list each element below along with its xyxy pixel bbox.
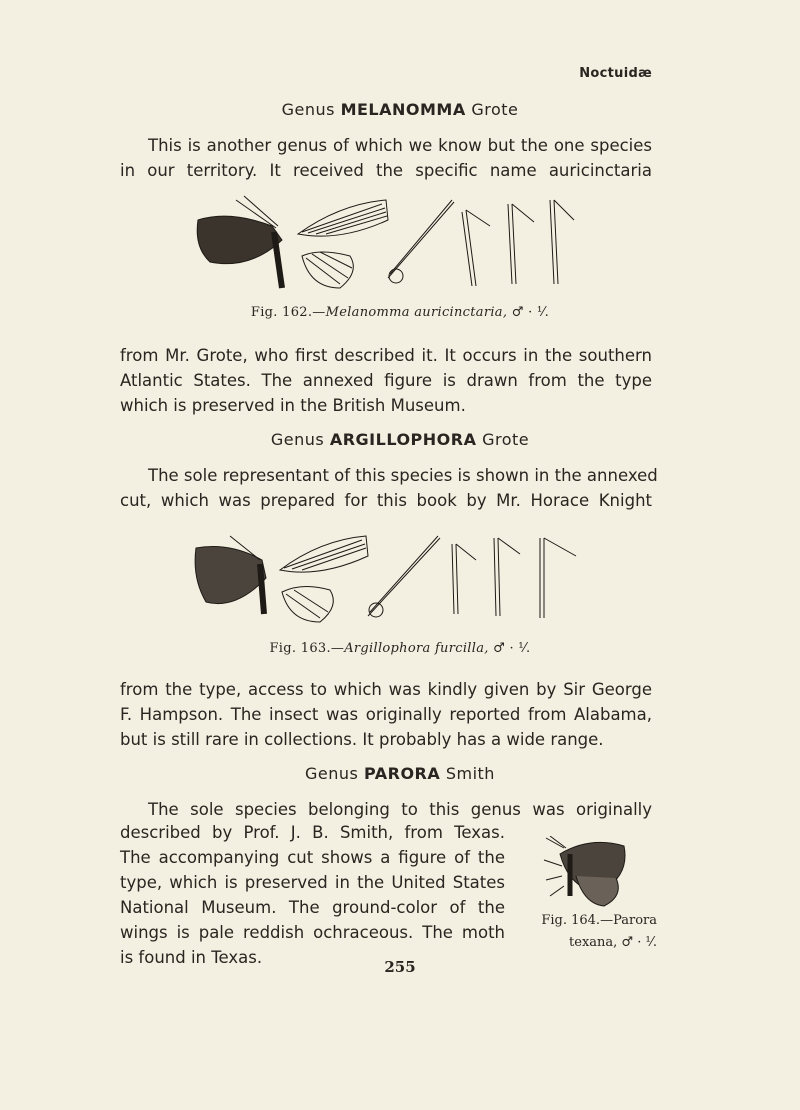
genus-heading-parora: Genus PARORA Smith xyxy=(305,764,495,783)
running-head: Noctuidæ xyxy=(579,66,652,81)
paragraph-parora-first-line: The sole species belonging to this genus was originally xyxy=(148,800,652,819)
paragraph-parora-description: described by Prof. J. B. Smith, from Texas. The accompanying cut shows a figure of the type, which is preserved in the United States National Museum. The ground-color of the wings is pale reddish ochraceous. The moth is found in Texas. xyxy=(120,823,505,967)
figure-162-caption: Fig. 162.—Melanomma auricinctaria, ♂ · ⅟. xyxy=(250,305,550,320)
figure-164-moth-illustration xyxy=(540,836,632,908)
paragraph-melanomma-description: from Mr. Grote, who first described it. It occurs in the southern Atlantic States. The annexed figure is drawn from the type which is preserved in the British Museum. xyxy=(120,346,652,415)
genus-heading-melanomma: Genus MELANOMMA Grote xyxy=(281,100,519,119)
figure-164-caption: Fig. 164.—Parora texana, ♂ · ⅟. xyxy=(541,913,657,950)
figure-163-moth-illustration xyxy=(190,530,590,630)
paragraph-argillophora-intro: The sole representant of this species is shown in the annexed cut, which was prepared for this book by Mr. Horace Knight xyxy=(120,466,658,510)
figure-162-moth-illustration xyxy=(190,192,590,294)
paragraph-argillophora-description: from the type, access to which was kindly given by Sir George F. Hampson. The insect was originally reported from Alabama, but is still rare in collections. It probably has a wide range. xyxy=(120,680,652,749)
page-number: 255 xyxy=(384,958,416,976)
figure-163-caption: Fig. 163.—Argillophora furcilla, ♂ · ⅟. xyxy=(269,641,531,656)
genus-heading-argillophora: Genus ARGILLOPHORA Grote xyxy=(270,430,530,449)
paragraph-melanomma-intro: This is another genus of which we know but the one species in our territory. It received the specific name auricinctaria xyxy=(120,136,652,180)
